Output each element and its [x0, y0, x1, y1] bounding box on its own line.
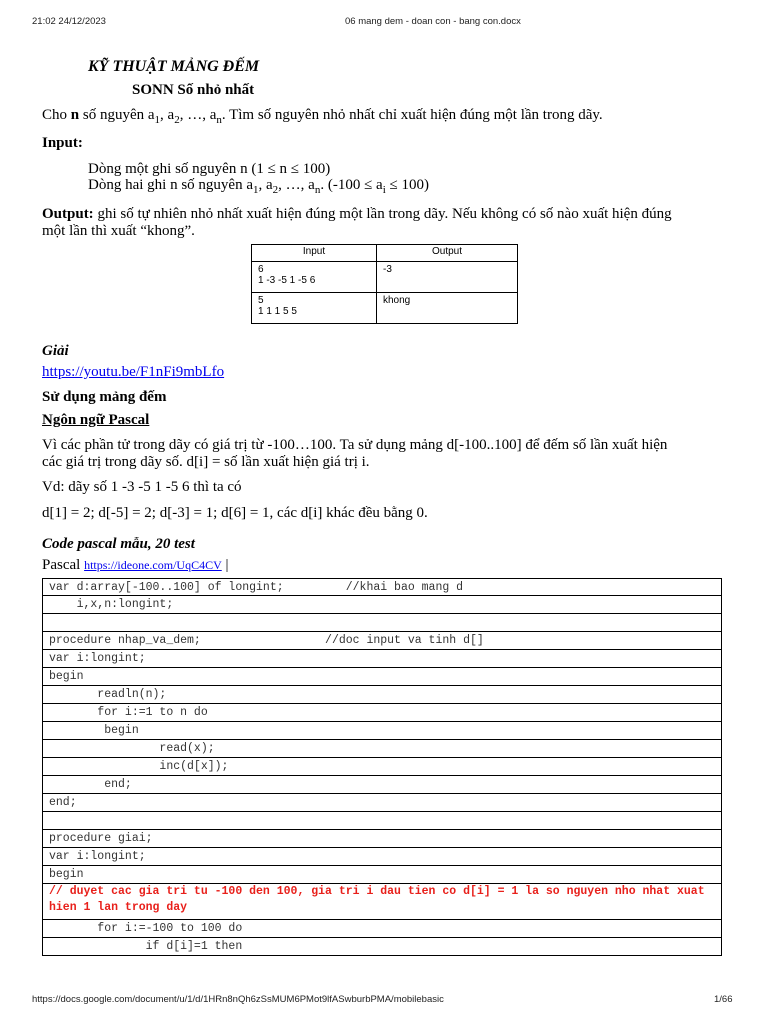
- code-line: var d:array[-100..100] of longint; //khai bao mang d: [42, 578, 722, 596]
- explanation-line-2: các giá trị trong dãy số. d[i] = số lần xuất hiện giá trị i.: [42, 454, 370, 470]
- io-cell-input: 6: [258, 264, 264, 275]
- code-line: [42, 812, 722, 830]
- code-line: if d[i]=1 then: [42, 938, 722, 956]
- example-line: Vd: dãy số 1 -3 -5 1 -5 6 thì ta có: [42, 479, 242, 495]
- io-example-table: [251, 244, 518, 324]
- ideone-link[interactable]: https://ideone.com/UqC4CV: [84, 558, 222, 572]
- problem-subtitle: SONN Số nhỏ nhất: [132, 82, 255, 98]
- print-datetime: 21:02 24/12/2023: [32, 16, 106, 27]
- output-paragraph: Output: ghi số tự nhiên nhỏ nhất xuất hiện đúng một lần trong dãy. Nếu không có số nào xuất hiện đúng: [42, 206, 672, 222]
- code-heading: Code pascal mẫu, 20 test: [42, 536, 195, 552]
- code-line: i,x,n:longint;: [42, 596, 722, 614]
- code-line: for i:=-100 to 100 do: [42, 920, 722, 938]
- code-line: var i:longint;: [42, 650, 722, 668]
- table-row: [252, 262, 518, 293]
- intro-paragraph: Cho n số nguyên $a_1$, $a_2$, …, $a_n$. Tìm số nguyên nhỏ nhất chỉ xuất hiện đúng một lần trong dãy.: [42, 107, 603, 126]
- code-line: var i:longint;: [42, 848, 722, 866]
- code-block: [42, 578, 722, 956]
- code-line: end;: [42, 794, 722, 812]
- code-line: [42, 614, 722, 632]
- language-heading: Ngôn ngữ Pascal: [42, 412, 150, 428]
- input-line-1: Dòng một ghi số nguyên n (1 ≤ n ≤ 100): [88, 161, 331, 177]
- io-header-output: Output: [377, 245, 518, 262]
- io-cell-input: 1 1 1 5 5: [258, 306, 297, 317]
- code-line: begin: [42, 668, 722, 686]
- video-link[interactable]: https://youtu.be/F1nFi9mbLfo: [42, 364, 225, 380]
- code-line: inc(d[x]);: [42, 758, 722, 776]
- code-line: begin: [42, 866, 722, 884]
- pascal-link-line: Pascal https://ideone.com/UqC4CV |: [42, 557, 229, 573]
- table-row: [252, 293, 518, 324]
- method-heading: Sử dụng mảng đếm: [42, 389, 167, 405]
- input-heading: Input:: [42, 135, 83, 151]
- io-cell-output: khong: [383, 295, 411, 306]
- code-line: read(x);: [42, 740, 722, 758]
- code-line: end;: [42, 776, 722, 794]
- print-url: https://docs.google.com/document/u/1/d/1HRn8nQh6zSsMUM6PMot9lfASwburbPMA/mobilebasic: [32, 994, 444, 1005]
- code-line: for i:=1 to n do: [42, 704, 722, 722]
- input-line-2: Dòng hai ghi n số nguyên $a_1$, $a_2$, …, $a_n$. $(-100 \le a_i \le 100)$: [88, 177, 430, 196]
- code-line: readln(n);: [42, 686, 722, 704]
- solution-heading: Giải: [42, 343, 69, 359]
- code-comment-line: // duyet cac gia tri tu -100 den 100, gia tri i dau tien co d[i] = 1 la so nguyen nho nhat xuat hien 1 lan trong day: [42, 884, 722, 920]
- io-cell-output: -3: [383, 264, 392, 275]
- code-line: begin: [42, 722, 722, 740]
- io-cell-input: 1 -3 -5 1 -5 6: [258, 275, 316, 286]
- io-header-input: Input: [252, 245, 377, 262]
- page-title: KỸ THUẬT MẢNG ĐẾM: [88, 58, 260, 75]
- result-line: d[1] = 2; d[-5] = 2; d[-3] = 1; d[6] = 1, các d[i] khác đều bằng 0.: [42, 505, 428, 521]
- code-line: procedure nhap_va_dem; //doc input va tinh d[]: [42, 632, 722, 650]
- page-number: 1/66: [714, 994, 733, 1005]
- output-paragraph-line-2: một lần thì xuất “khong”.: [42, 223, 195, 239]
- code-line: procedure giai;: [42, 830, 722, 848]
- explanation-line-1: Vì các phần tử trong dãy có giá trị từ -100…100. Ta sử dụng mảng d[-100..100] để đếm số lần xuất hiện: [42, 437, 668, 453]
- print-doc-title: 06 mang dem - doan con - bang con.docx: [345, 16, 521, 27]
- io-cell-input: 5: [258, 295, 264, 306]
